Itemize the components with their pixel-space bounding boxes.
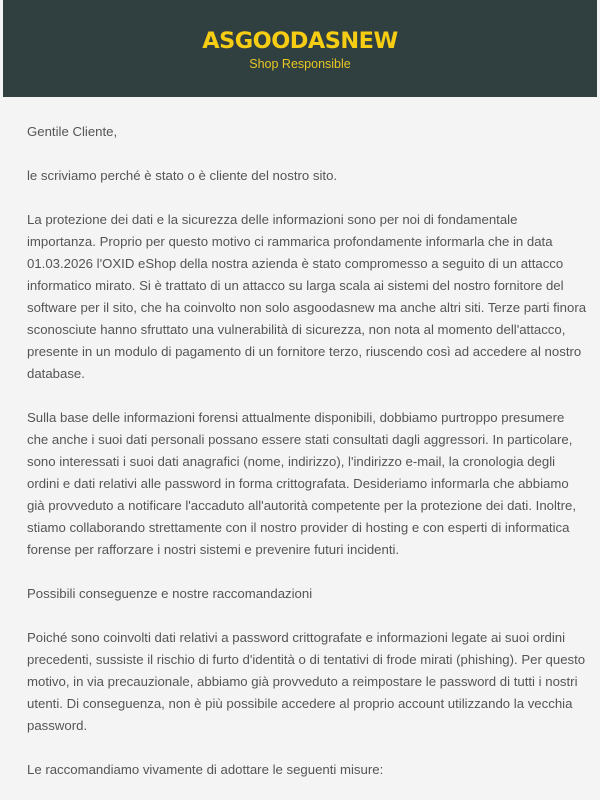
email-body [27,121,587,800]
greeting: Gentile Cliente, [27,124,118,139]
recommendation-intro: Le raccomandiamo vivamente di adottare le seguenti misure: [27,762,384,777]
intro-text: le scriviamo perché è stato o è cliente del nostro sito. [27,168,338,183]
brand-tagline: Shop Responsible [249,57,351,71]
brand-logo: ASGOODASNEW [202,29,398,54]
email-header-banner [3,0,597,97]
paragraph-consequences: Poiché sono coinvolti dati relativi a password crittografate e informazioni legate ai suoi ordini precedenti, sussiste il rischio di furto d'identità o di tentativi di frode mirati (phishing). Per questo motivo, in via precauzionale, abbiamo già provveduto a reimpostare le password di tutti i nostri utenti. Di conseguenza, non è più possibile accedere al proprio account utilizzando la vecchia password. [27,630,586,733]
paragraph-breach-notice: La protezione dei dati e la sicurezza delle informazioni sono per noi di fondamentale importanza. Proprio per questo motivo ci rammarica profondamente informarla che in data 01.03.2026 l'OXID eShop della nostra azienda è stato compromesso a seguito di un attacco informatico mirato. Si è trattato di un attacco su larga scala ai sistemi del nostro fornitore del software per il sito, che ha coinvolto non solo asgoodasnew ma anche altri siti. Terze parti finora sconosciute hanno sfruttato una vulnerabilità di sicurezza, non nota al momento dell'attacco, presente in un modulo di pagamento di un fornitore terzo, riuscendo così ad accedere al nostro database. [27,212,587,381]
paragraph-affected-data: Sulla base delle informazioni forensi attualmente disponibili, dobbiamo purtroppo presumere che anche i suoi dati personali possano essere stati consultati dagli aggressori. In particolare, sono interessati i suoi dati anagrafici (nome, indirizzo), l'indirizzo e-mail, la cronologia degli ordini e dati relativi alle password in forma crittografata. Desideriamo informarla che abbiamo già provveduto a notificare l'accaduto all'autorità competente per la protezione dei dati. Inoltre, stiamo collaborando strettamente con il nostro provider di hosting e con esperti di informatica forense per rafforzare i nostri sistemi e prevenire futuri incidenti. [27,410,576,557]
section-heading: Possibili conseguenze e nostre raccomandazioni [27,586,313,601]
